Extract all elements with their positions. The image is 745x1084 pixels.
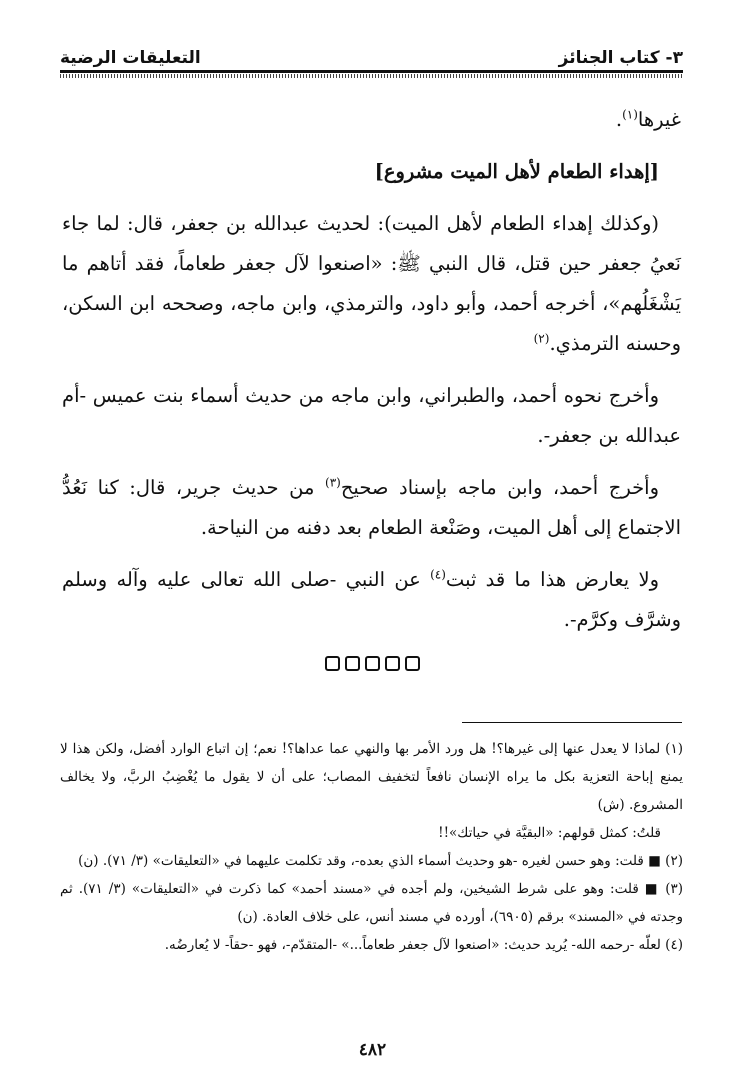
book-title: التعليقات الرضية	[60, 48, 201, 68]
footnote-1-note: قلتُ: كمثل قولهم: «البقيَّة في حياتك»!!	[438, 825, 661, 841]
section-divider-squares	[0, 656, 745, 671]
square-ornament-icon	[325, 656, 340, 671]
running-header	[60, 38, 683, 68]
page-number: ٤٨٢	[358, 1040, 387, 1060]
chapter-title: ٣- كتاب الجنائز	[558, 48, 683, 68]
footnotes	[60, 735, 683, 959]
square-ornament-icon	[365, 656, 380, 671]
square-ornament-icon	[345, 656, 360, 671]
footnote-ref-3[interactable]: (٣)	[325, 475, 341, 490]
footnote-4: (٤) لعلّه -رحمه الله- يُريد حديث: «اصنعوا لآل جعفر طعاماً...» -المتقدّم-، فهو -حقاً- لا يُعارضُه.	[164, 937, 683, 953]
footnote-2: (٢) ■ قلت: وهو حسن لغيره -هو وحديث أسماء الذي بعده-، وقد تكلمت عليهما في «التعليقات» (٣/ ٧١). (ن)	[78, 853, 683, 869]
footnote-ref-2[interactable]: (٢)	[533, 331, 550, 346]
main-text	[62, 100, 681, 652]
square-ornament-icon	[405, 656, 420, 671]
paragraph-4: ولا يعارض هذا ما قد ثبت$^{(٤)}$ عن النبي -صلى الله تعالى عليه وآله وسلم وشرَّف وكرَّم-.	[62, 567, 681, 631]
paragraph-3: وأخرج أحمد، وابن ماجه بإسناد صحيح$^{(٣)}$ من حديث جرير، قال: كنا نَعُدُّ الاجتماع إلى أهل الميت، وصَنْعة الطعام بعد دفنه من النياحة.	[62, 475, 681, 539]
paragraph-2: وأخرج نحوه أحمد، والطبراني، وابن ماجه من حديث أسماء بنت عميس -أم عبدالله بن جعفر-.	[62, 384, 681, 447]
footnote-3: (٣) ■ قلت: وهو على شرط الشيخين، ولم أجده في «مسند أحمد» كما ذكرت في «التعليقات» (٣/ ٧١). ثم وجدته في «المسند» برقم (٦٩٠٥)، أورده في مسند أنس، على خلاف العادة. (ن)	[60, 881, 684, 925]
continuation-line: غيرها$^{(١)}$.	[615, 107, 681, 131]
square-ornament-icon	[385, 656, 400, 671]
footnote-ref-1[interactable]: (١)	[622, 107, 638, 122]
footnote-ref-4[interactable]: (٤)	[430, 567, 446, 582]
paragraph-1: (وكذلك إهداء الطعام لأهل الميت): لحديث عبدالله بن جعفر، قال: لما جاء نَعيُ جعفر حين قتل، قال النبي ﷺ: «اصنعوا لآل جعفر طعاماً، فقد أتاهم ما يَشْغَلُهم»، أخرجه أحمد، وأبو داود، والترمذي، وابن ماجه، وصححه ابن السكن، وحسنه الترمذي.$^{(٢)}$	[62, 212, 681, 355]
header-hatch-rule	[60, 74, 683, 78]
header-rule	[60, 70, 683, 73]
footnote-1: (١) لماذا لا يعدل عنها إلى غيرها؟! هل ورد الأمر بها والنهي عما عداها؟! نعم؛ إن اتباع الوارد أفضل، ولكن هذا لا يمنع إباحة التعزية بكل ما يراه الإنسان نافعاً لتخفيف المصاب؛ على أن لا يقول ما يُغْضِبُ الربَّ، ولا يخالف المشروع. (ش)	[60, 741, 683, 813]
section-heading: [إهداء الطعام لأهل الميت مشروع]	[374, 160, 659, 183]
footnote-separator	[462, 722, 682, 723]
